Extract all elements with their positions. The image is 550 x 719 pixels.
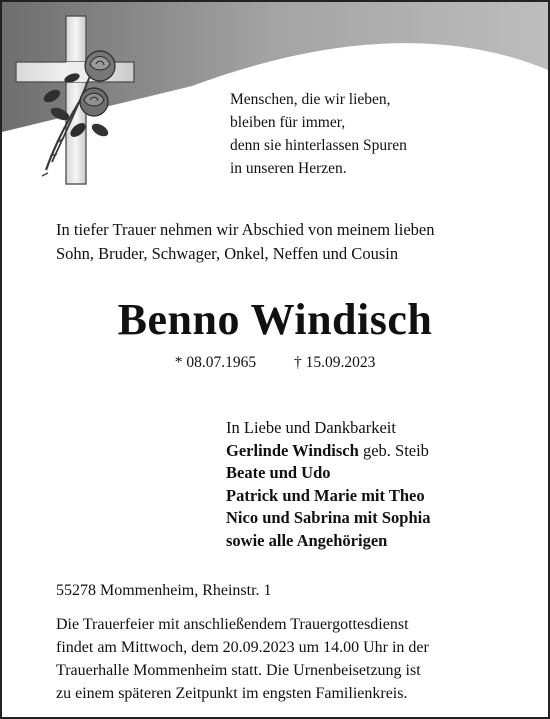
- mourner-line: Patrick und Marie mit Theo: [226, 485, 425, 505]
- farewell-intro: [56, 218, 435, 266]
- intro-line: Sohn, Bruder, Schwager, Onkel, Neffen und Cousin: [56, 244, 399, 263]
- funeral-notice: [56, 613, 429, 705]
- mourners-list: [226, 417, 430, 552]
- life-dates: [2, 354, 548, 372]
- poem-line: denn sie hinterlassen Spuren: [230, 137, 407, 154]
- mourners-opening: In Liebe und Dankbarkeit: [226, 418, 396, 437]
- notice-line: zu einem späteren Zeitpunkt im engsten Familienkreis.: [56, 685, 408, 702]
- notice-line: Die Trauerfeier mit anschließendem Trauergottesdienst: [56, 616, 409, 633]
- notice-line: Trauerhalle Mommenheim statt. Die Urnenbeisetzung ist: [56, 662, 421, 679]
- memorial-poem: [230, 88, 407, 180]
- deceased-name: Benno Windisch: [117, 295, 433, 344]
- birth-date: * 08.07.1965: [174, 354, 257, 371]
- mourner-maiden-name: geb. Steib: [358, 440, 429, 460]
- poem-line: bleiben für immer,: [230, 114, 346, 131]
- notice-line: findet am Mittwoch, dem 20.09.2023 um 14.00 Uhr in der: [56, 639, 429, 656]
- poem-line: in unseren Herzen.: [230, 160, 347, 177]
- mourner-primary-name: Gerlinde Windisch: [226, 440, 359, 460]
- mourner-line: sowie alle Angehörigen: [226, 530, 388, 550]
- mourner-line: Nico und Sabrina mit Sophia: [226, 508, 431, 527]
- intro-line: In tiefer Trauer nehmen wir Abschied von meinem lieben: [56, 220, 435, 239]
- mourner-line: Beate und Udo: [226, 463, 331, 482]
- death-date: † 15.09.2023: [293, 354, 376, 371]
- family-address: 55278 Mommenheim, Rheinstr. 1: [56, 582, 272, 599]
- mourner-line: [226, 440, 430, 463]
- poem-line: Menschen, die wir lieben,: [230, 91, 391, 108]
